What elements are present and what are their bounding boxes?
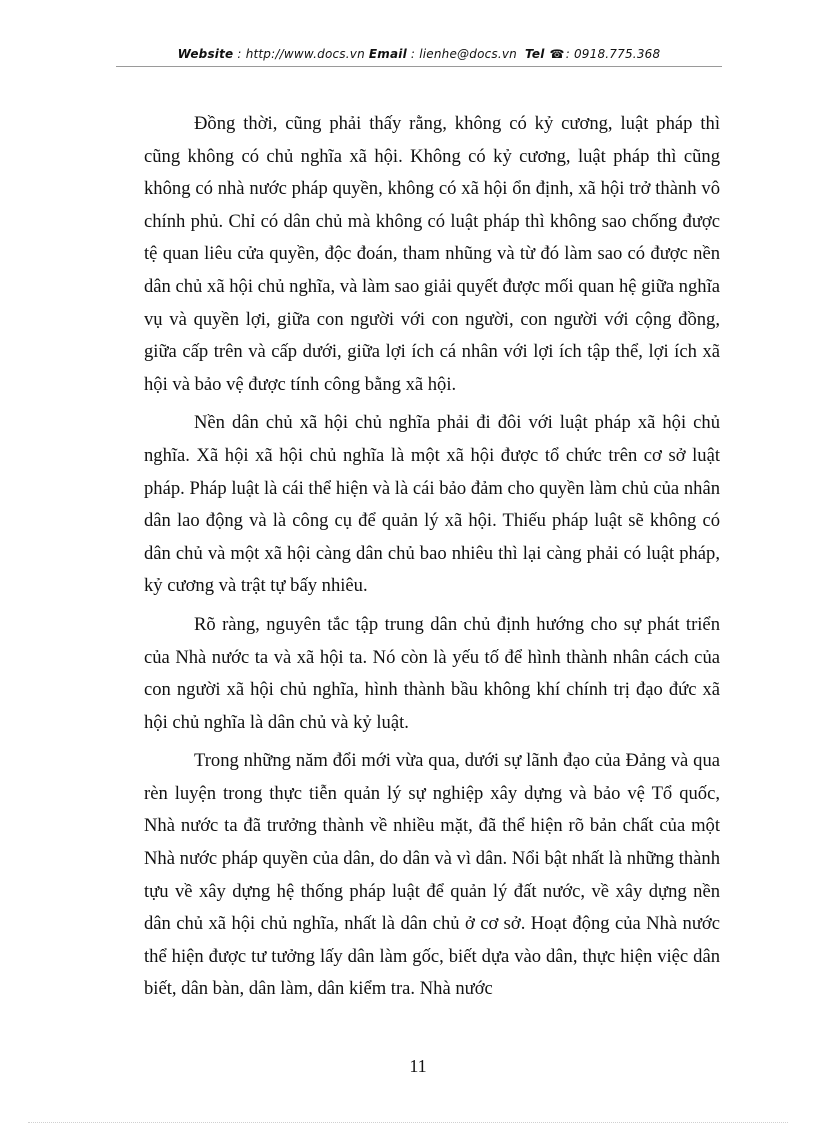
tel-label: Tel: [525, 47, 545, 61]
paragraph: Đồng thời, cũng phải thấy rằng, không có kỷ cương, luật pháp thì cũng không có chủ nghĩa xã hội. Không có kỷ cương, luật pháp thì cũng không có nhà nước pháp quyền, không có xã hội ổn định, xã hội trở thành vô chính phủ. Chỉ có dân chủ mà không có luật pháp thì không sao chống được tệ quan liêu cửa quyền, độc đoán, tham nhũng và từ đó làm sao có được nền dân chủ xã hội chủ nghĩa, và làm sao giải quyết được mối quan hệ giữa nghĩa vụ và quyền lợi, giữa con người với con người, con người với cộng đồng, giữa cấp trên và cấp dưới, giữa lợi ích cá nhân với lợi ích tập thể, lợi ích xã hội và bảo vệ được tính công bằng xã hội.: [144, 113, 720, 395]
paragraph: Nền dân chủ xã hội chủ nghĩa phải đi đôi với luật pháp xã hội chủ nghĩa. Xã hội xã hội chủ nghĩa là một xã hội được tổ chức trên cơ sở luật pháp. Pháp luật là cái thể hiện và là cái bảo đảm cho quyền làm chủ của nhân dân lao động và là công cụ để quản lý xã hội. Thiếu pháp luật sẽ không có dân chủ và một xã hội càng dân chủ bao nhiêu thì lại càng phải có luật pháp, kỷ cương và trật tự bấy nhiêu.: [144, 412, 720, 597]
email-link[interactable]: lienhe@docs.vn: [419, 47, 517, 61]
paragraph: Rõ ràng, nguyên tắc tập trung dân chủ định hướng cho sự phát triển của Nhà nước ta và xã hội ta. Nó còn là yếu tố để hình thành nhân cách của con người xã hội chủ nghĩa, hình thành bầu không khí chính trị đạo đức xã hội chủ nghĩa là dân chủ và kỷ luật.: [144, 613, 720, 733]
document-body: [144, 108, 720, 1012]
website-separator: :: [233, 47, 246, 61]
email-label: Email: [368, 47, 407, 61]
email-separator: :: [406, 47, 420, 61]
phone-icon: ☎: [549, 47, 565, 61]
website-label: Website: [177, 47, 234, 61]
tel-number: : 0918.775.368: [565, 47, 661, 61]
page-header: [116, 47, 722, 65]
website-link[interactable]: http://www.docs.vn: [245, 47, 365, 61]
paragraph: Trong những năm đổi mới vừa qua, dưới sự lãnh đạo của Đảng và qua rèn luyện trong thực tiễn quản lý sự nghiệp xây dựng và bảo vệ Tổ quốc, Nhà nước ta đã trưởng thành về nhiều mặt, đã thể hiện rõ bản chất của một Nhà nước pháp quyền của dân, do dân và vì dân. Nổi bật nhất là những thành tựu về xây dựng hệ thống pháp luật để quản lý đất nước, về xây dựng nền dân chủ xã hội chủ nghĩa, nhất là dân chủ ở cơ sở. Hoạt động của Nhà nước thể hiện được tư tưởng lấy dân làm gốc, biết dựa vào dân, thực hiện việc dân biết, dân bàn, dân làm, dân kiểm tra. Nhà nước: [144, 750, 720, 1000]
page-number: 11: [409, 1056, 427, 1076]
header-divider: [116, 66, 722, 67]
